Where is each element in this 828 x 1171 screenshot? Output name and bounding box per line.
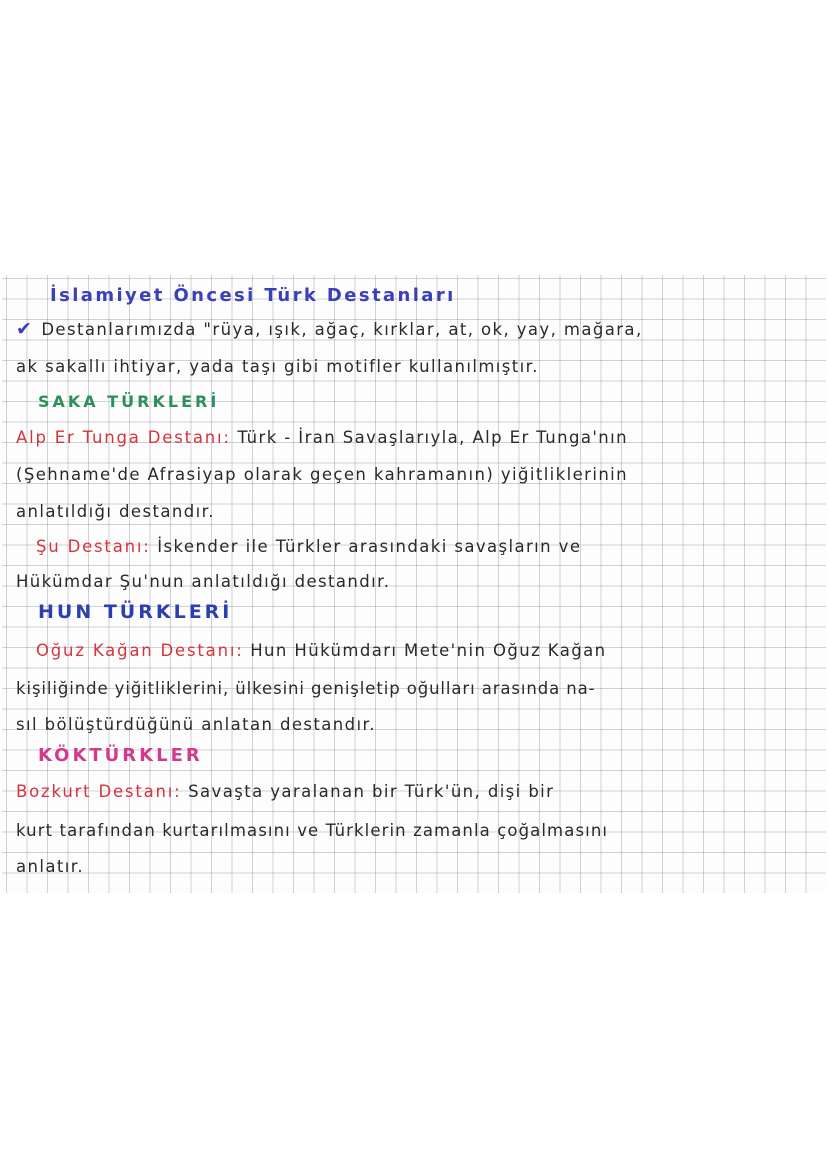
intro-line-2: ak sakallı ihtiyar, yada taşı gibi motifler kullanılmıştır. xyxy=(16,357,539,376)
heading-hun: HUN TÜRKLERİ xyxy=(38,601,233,623)
page-title: İslamiyet Öncesi Türk Destanları xyxy=(50,285,456,306)
oguz-text-1: Hun Hükümdarı Mete'nin Oğuz Kağan xyxy=(250,641,607,660)
bozkurt-text-1: Savaşta yaralanan bir Türk'ün, dişi bir xyxy=(188,782,555,801)
intro-line-1 xyxy=(16,318,643,340)
intro-text-1: Destanlarımızda "rüya, ışık, ağaç, kırklar, at, ok, yay, mağara, xyxy=(41,320,643,339)
bozkurt-term: Bozkurt Destanı: xyxy=(16,782,182,801)
alp-line-1 xyxy=(16,428,628,447)
alp-term: Alp Er Tunga Destanı: xyxy=(16,428,231,447)
heading-saka: SAKA TÜRKLERİ xyxy=(38,392,220,411)
su-term: Şu Destanı: xyxy=(36,537,151,556)
alp-text-1: Türk - İran Savaşlarıyla, Alp Er Tunga'nın xyxy=(237,428,628,447)
heading-gokturk: KÖKTÜRKLER xyxy=(38,745,203,766)
check-icon: ✔ xyxy=(16,318,34,340)
grid-paper-sheet xyxy=(2,275,826,893)
alp-line-2: (Şehname'de Afrasiyap olarak geçen kahramanın) yiğitliklerinin xyxy=(16,465,629,484)
su-line-1 xyxy=(36,537,581,556)
oguz-term: Oğuz Kağan Destanı: xyxy=(36,641,244,660)
su-line-2: Hükümdar Şu'nun anlatıldığı destandır. xyxy=(16,572,391,591)
bozkurt-line-2: kurt tarafından kurtarılmasını ve Türklerin zamanla çoğalmasını xyxy=(16,821,609,840)
bozkurt-line-1 xyxy=(16,782,554,801)
alp-line-3: anlatıldığı destandır. xyxy=(16,502,215,521)
bozkurt-line-3: anlatır. xyxy=(16,857,85,876)
oguz-line-2: kişiliğinde yiğitliklerini, ülkesini genişletip oğulları arasında na- xyxy=(16,679,596,698)
oguz-line-1 xyxy=(36,641,606,660)
su-text-1: İskender ile Türkler arasındaki savaşların ve xyxy=(157,537,582,556)
oguz-line-3: sıl bölüştürdüğünü anlatan destandır. xyxy=(16,715,376,734)
